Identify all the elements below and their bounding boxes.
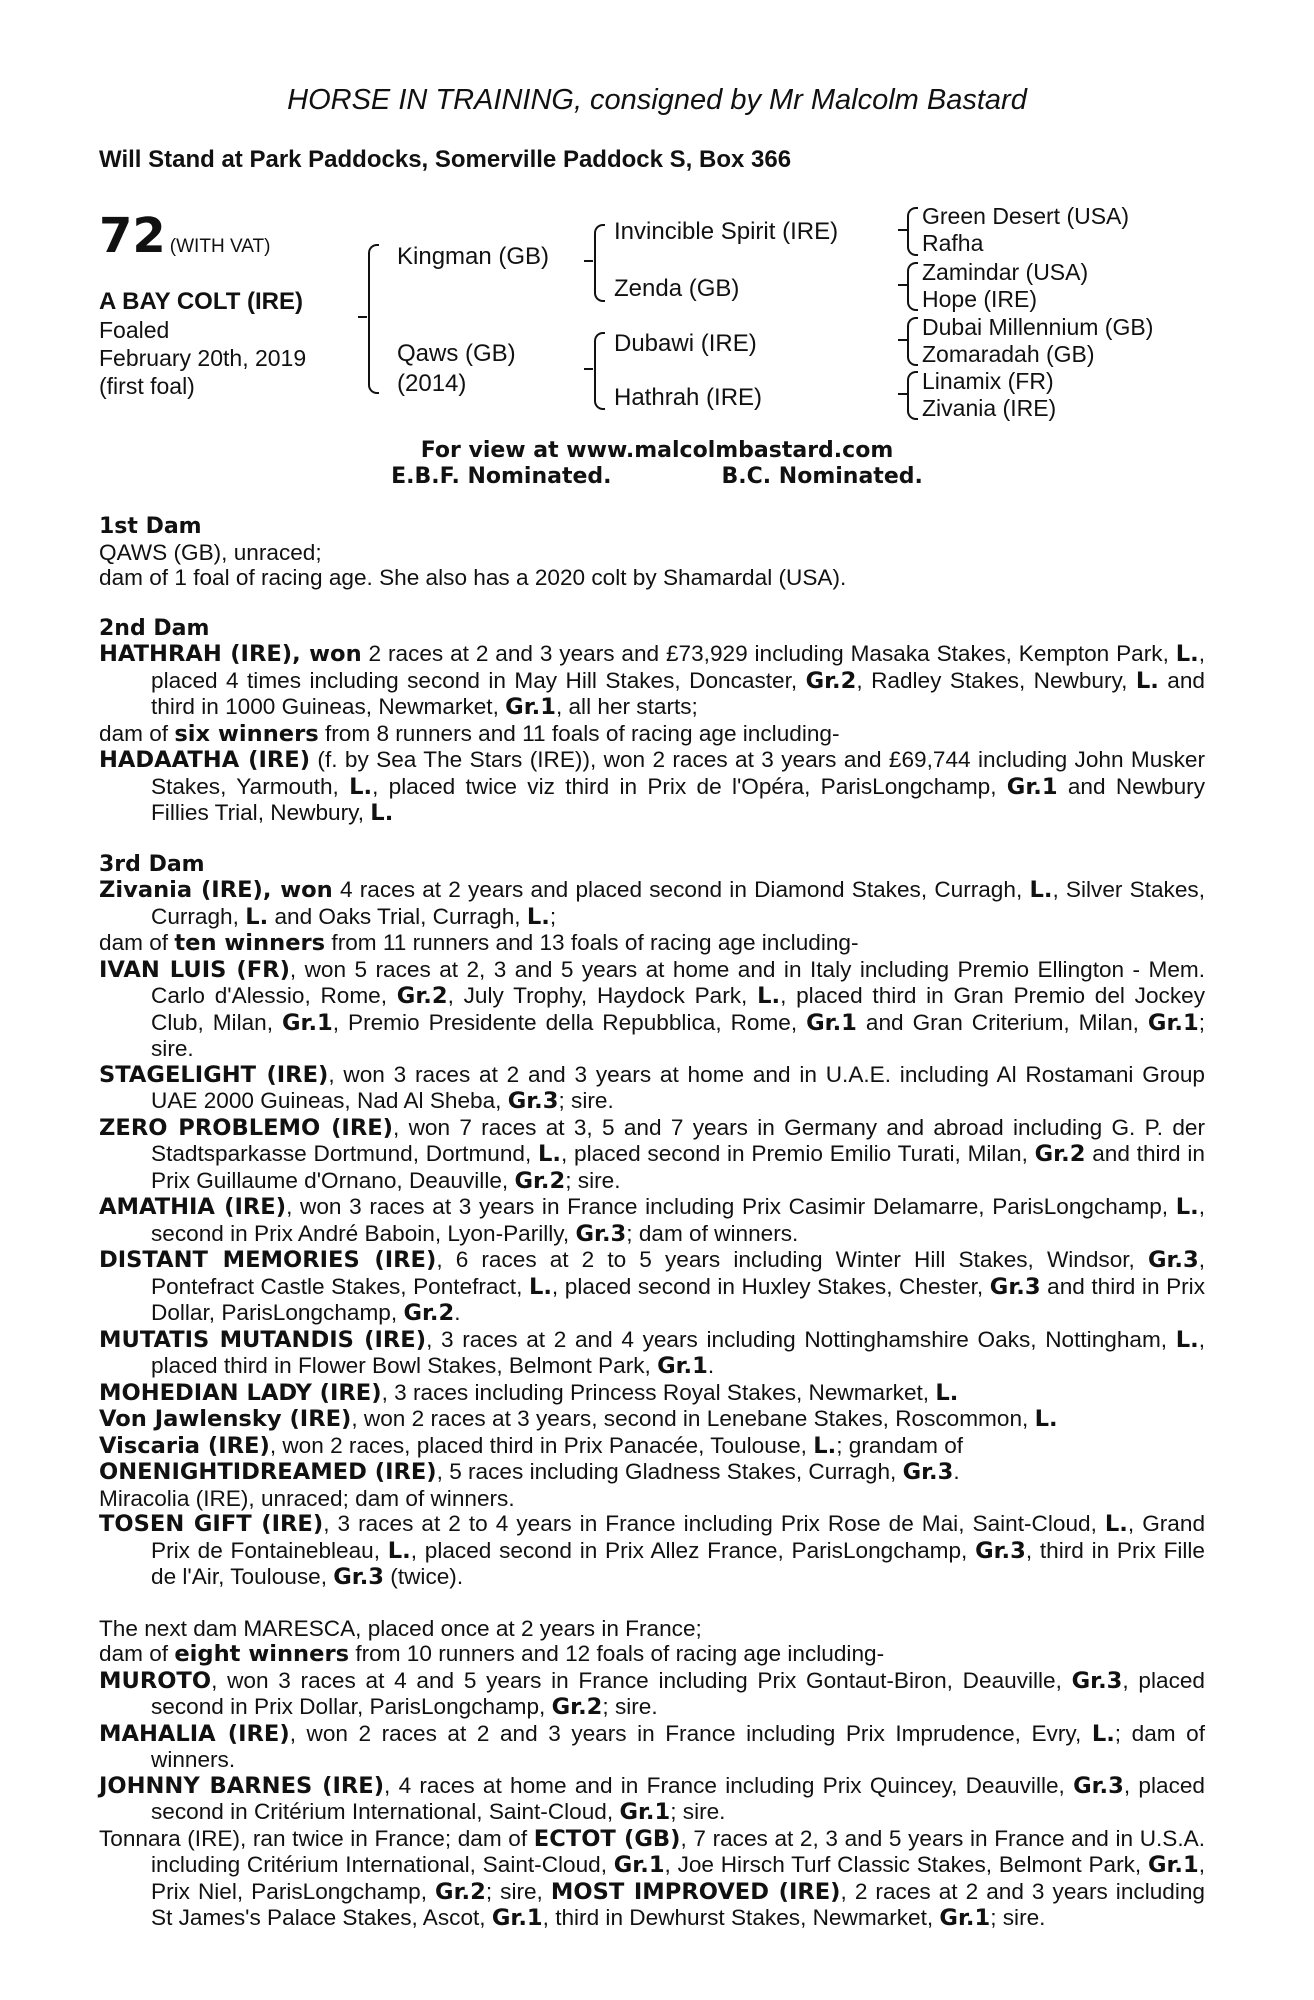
von-jawlensky-entry: Von Jawlensky (IRE), won 2 races at 3 years, second in Lenebane Stakes, Roscommon, L. — [99, 1406, 1058, 1432]
first-dam-line2: dam of 1 foal of racing age. She also has a 2020 colt by Shamardal (USA). — [99, 565, 847, 590]
distant-memories-entry: DISTANT MEMORIES (IRE), 6 races at 2 to 5 years including Winter Hill Stakes, Windsor, Gr.3, Pontefract Castle Stakes, Pontefract, L., placed second in Huxley Stakes, Chester, Gr.3 and third in Prix Dollar, ParisLongchamp, Gr.2. — [99, 1247, 1206, 1326]
next-dam-produce: dam of eight winners from 10 runners and 12 foals of racing age including- — [99, 1641, 885, 1667]
ebf-nominated: E.B.F. Nominated. — [391, 464, 612, 489]
horse-title: A BAY COLT (IRE) — [99, 288, 304, 315]
catalogue-body — [99, 514, 1205, 1932]
pedigree-gen3-8: Zivania (IRE) — [922, 395, 1057, 421]
first-dam-line1: QAWS (GB), unraced; — [99, 539, 322, 565]
pedigree-gen3-6: Zomaradah (GB) — [922, 341, 1095, 367]
nomination-line — [0, 464, 1314, 489]
ivan-luis-entry: IVAN LUIS (FR), won 5 races at 2, 3 and 5 years at home and in Italy including Premio Ellington - Mem. Carlo d'Alessio, Rome, Gr.2, July Trophy, Haydock Park, L., placed third in Gran Premio del Jockey Club, Milan, Gr.1, Premio Presidente della Repubblica, Rome, Gr.1 and Gran Criterium, Milan, Gr.1; sire. — [99, 956, 1205, 1061]
lot-number-block — [99, 208, 270, 264]
zero-problemo-entry: ZERO PROBLEMO (IRE), won 7 races at 3, 5 and 7 years in Germany and abroad including G. P. der Stadtsparkasse Dortmund, Dortmund, L., placed second in Premio Emilio Turati, Milan, Gr.2 and third in Prix Guillaume d'Ornano, Deauville, Gr.2; sire. — [99, 1114, 1206, 1194]
pedigree-brace-sire — [594, 224, 605, 302]
amathia-entry: AMATHIA (IRE), won 3 races at 3 years in France including Prix Casimir Delamarre, ParisLongchamp, L., second in Prix André Baboin, Lyon-Parilly, Gr.3; dam of winners. — [99, 1194, 1205, 1247]
pedigree-brace-dam — [594, 332, 605, 410]
mahalia-entry: MAHALIA (IRE), won 2 races at 2 and 3 years in France including Prix Imprudence, Evry, L.; dam of winners. — [99, 1720, 1205, 1772]
mutatis-mutandis-entry: MUTATIS MUTANDIS (IRE), 3 races at 2 and 4 years including Nottinghamshire Oaks, Nottingham, L., placed third in Flower Bowl Stakes, Belmont Park, Gr.1. — [99, 1326, 1205, 1379]
mohedian-lady-entry: MOHEDIAN LADY (IRE), 3 races including Princess Royal Stakes, Newmarket, L. — [99, 1379, 959, 1406]
muroto-entry: MUROTO, won 3 races at 4 and 5 years in France including Prix Gontaut-Biron, Deauville, Gr.3, placed second in Prix Dollar, ParisLongchamp, Gr.2; sire. — [99, 1667, 1205, 1720]
pedigree-gen2-1: Invincible Spirit (IRE) — [614, 218, 839, 245]
tonnara-entry: Tonnara (IRE), ran twice in France; dam of ECTOT (GB), 7 races at 2, 3 and 5 years in France and in U.S.A. including Critérium International, Saint-Cloud, Gr.1, Joe Hirsch Turf Classic Stakes, Belmont Park, Gr.1, Prix Niel, ParisLongchamp, Gr.2; sire, MOST IMPROVED (IRE), 2 races at 2 and 3 years including St James's Palace Stakes, Ascot, Gr.1, third in Dewhurst Stakes, Newmarket, Gr.1; sire. — [99, 1825, 1205, 1931]
second-dam-heading: 2nd Dam — [99, 615, 210, 641]
johnny-barnes-entry: JOHNNY BARNES (IRE), 4 races at home and in France including Prix Quincey, Deauville, Gr.3, placed second in Critérium International, Saint-Cloud, Gr.1; sire. — [99, 1772, 1205, 1825]
pedigree-gen3-3: Zamindar (USA) — [922, 259, 1089, 285]
lot-number: 72 — [99, 208, 166, 264]
pedigree-gen3-5: Dubai Millennium (GB) — [922, 314, 1154, 340]
miracolia-entry: Miracolia (IRE), unraced; dam of winners. — [99, 1485, 515, 1511]
next-dam-line: The next dam MARESCA, placed once at 2 years in France; — [99, 1615, 702, 1641]
pedigree-brace-point — [358, 316, 367, 318]
vat-label: (WITH VAT) — [169, 236, 271, 257]
pedigree-dam-year: (2014) — [397, 370, 467, 397]
first-dam-heading: 1st Dam — [99, 514, 202, 539]
view-link-text: For view at www.malcolmbastard.com — [420, 438, 894, 463]
bc-nominated: B.C. Nominated. — [721, 464, 923, 489]
pedigree-gen3-4: Hope (IRE) — [922, 286, 1038, 312]
viscaria-entry: Viscaria (IRE), won 2 races, placed third in Prix Panacée, Toulouse, L.; grandam of — [99, 1432, 964, 1459]
pedigree-gen3-7: Linamix (FR) — [922, 368, 1054, 394]
hadaatha-entry: HADAATHA (IRE) (f. by Sea The Stars (IRE)), won 2 races at 3 years and £69,744 including John Musker Stakes, Yarmouth, L., placed twice viz third in Prix de l'Opéra, ParisLongchamp, Gr.1 and Newbury Fillies Trial, Newbury, L. — [99, 747, 1205, 826]
stagelight-entry: STAGELIGHT (IRE), won 3 races at 2 and 3 years at home and in U.A.E. including Al Rostamani Group UAE 2000 Guineas, Nad Al Sheba, Gr.3; sire. — [99, 1061, 1205, 1114]
pedigree-brace-main — [368, 244, 379, 394]
onenightidreamed-entry: ONENIGHTIDREAMED (IRE), 5 races including Gladness Stakes, Curragh, Gr.3. — [99, 1459, 960, 1485]
zivania-entry: Zivania (IRE), won 4 races at 2 years and placed second in Diamond Stakes, Curragh, L., Silver Stakes, Curragh, L. and Oaks Trial, Curragh, L.; — [99, 877, 1205, 930]
pedigree-dam: Qaws (GB) — [397, 340, 516, 367]
pedigree-gen2-4: Hathrah (IRE) — [614, 384, 763, 411]
page-title: HORSE IN TRAINING, consigned by Mr Malcolm Bastard — [287, 84, 1027, 116]
stand-location: Will Stand at Park Paddocks, Somerville Paddock S, Box 366 — [99, 146, 792, 173]
tosen-gift-entry: TOSEN GIFT (IRE), 3 races at 2 to 4 years in France including Prix Rose de Mai, Saint-Cloud, L., Grand Prix de Fontainebleau, L., placed second in Prix Allez France, ParisLongchamp, Gr.3, third in Prix Fille de l'Air, Toulouse, Gr.3 (twice). — [99, 1511, 1206, 1590]
third-dam-heading: 3rd Dam — [99, 851, 205, 877]
pedigree-gen3-2: Rafha — [922, 230, 984, 256]
pedigree-gen2-2: Zenda (GB) — [614, 275, 740, 302]
pedigree-gen2-3: Dubawi (IRE) — [614, 330, 757, 357]
foaled-label: Foaled — [99, 317, 170, 343]
foaled-date: February 20th, 2019 — [99, 345, 307, 371]
second-dam-produce: dam of six winners from 8 runners and 11 foals of racing age including- — [99, 720, 840, 747]
pedigree-sire: Kingman (GB) — [397, 243, 550, 270]
third-dam-produce: dam of ten winners from 11 runners and 13 foals of racing age including- — [99, 930, 859, 956]
foal-note: (first foal) — [99, 373, 195, 399]
second-dam-entry: HATHRAH (IRE), won 2 races at 2 and 3 years and £73,929 including Masaka Stakes, Kempton Park, L., placed 4 times including second in May Hill Stakes, Doncaster, Gr.2, Radley Stakes, Newbury, L. and third in 1000 Guineas, Newmarket, Gr.1, all her starts; — [99, 641, 1205, 720]
pedigree-gen3-1: Green Desert (USA) — [922, 203, 1130, 229]
horse-description — [99, 288, 306, 400]
